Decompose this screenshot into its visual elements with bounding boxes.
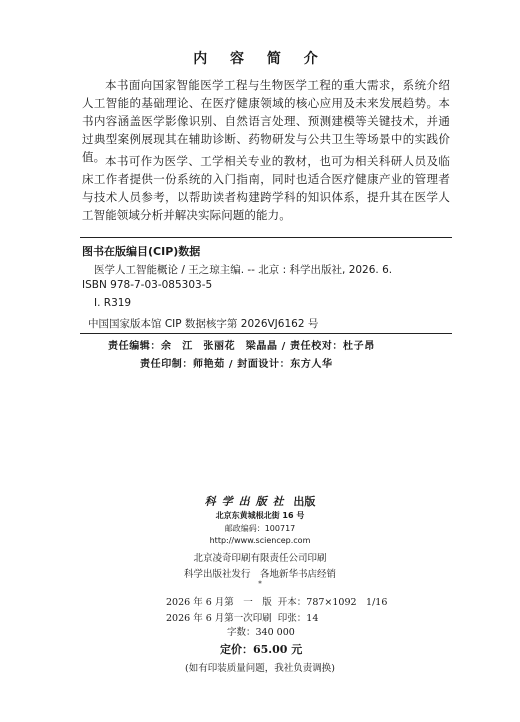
cip-line-title: 医学人工智能概论 / 王之琼主编. -- 北京 : 科学出版社, 2026. 6. [94, 264, 393, 276]
cip-heading: 图书在版编目(CIP)数据 [82, 245, 201, 258]
cip-line-data-number: 中国国家版本馆 CIP 数据核字第 2026VJ6162 号 [88, 318, 319, 330]
separator-star: * [258, 580, 262, 588]
intro-text-1: 本书面向国家智能医学工程与生物医学工程的重大需求，系统介绍人工智能的基础理论、在医疗健康领域的核心应用及未来发展趋势。本书内容涵盖医学影像识别、自然语言处理、预测建模等关键技术，并通过典型案例展现其在辅助诊断、药物研发与公共卫生等场景中的实践价值。 [82, 78, 450, 164]
credits-line-1: 责任编辑：余 江 张丽花 梁晶晶 / 责任校对：杜子昂 [108, 341, 375, 352]
publisher-logo-text: 科学出版社 [204, 495, 290, 508]
page-title: 内 容 简 介 [193, 51, 327, 67]
credits-line-2: 责任印制：师艳茹 / 封面设计：东方人华 [140, 359, 333, 370]
intro-paragraph-2 [82, 152, 450, 224]
distributor: 科学出版社发行 各地新华书店经销 [183, 569, 336, 580]
publisher-logo [0, 493, 520, 509]
price: 定价：65.00 元 [220, 643, 303, 656]
format: 开本：787×1092 1/16 [277, 597, 388, 608]
printer: 北京凌奇印刷有限责任公司印刷 [193, 553, 327, 564]
cip-line-isbn: ISBN 978-7-03-085303-5 [82, 279, 213, 291]
publisher-logo-suffix: 出版 [293, 495, 316, 508]
sheets: 印张：14 [277, 613, 319, 624]
edition-line [166, 594, 387, 608]
cip-line-classification: Ⅰ. R319 [94, 297, 132, 309]
edition: 2026 年 6 月第 一 版 [166, 597, 272, 608]
quality-notice: (如有印装质量问题，我社负责调换) [185, 663, 335, 674]
cip-bottom-rule [80, 333, 452, 334]
publisher-postcode: 邮政编码：100717 [224, 524, 296, 533]
cip-top-rule [80, 237, 452, 238]
publisher-url: http://www.sciencep.com [209, 536, 311, 545]
publisher-address: 北京东黄城根北街 16 号 [215, 511, 305, 520]
word-count: 字数：340 000 [227, 627, 295, 638]
intro-text-2: 本书可作为医学、工学相关专业的教材，也可为相关科研人员及临床工作者提供一份系统的入门指南，同时也适合医疗健康产业的管理者与技术人员参考，以帮助读者构建跨学科的知识体系，提升其在医学人工智能领域分析并解决实际问题的能力。 [82, 154, 450, 222]
printing: 2026 年 6 月第一次印刷 [166, 613, 272, 624]
printing-line [166, 610, 318, 624]
